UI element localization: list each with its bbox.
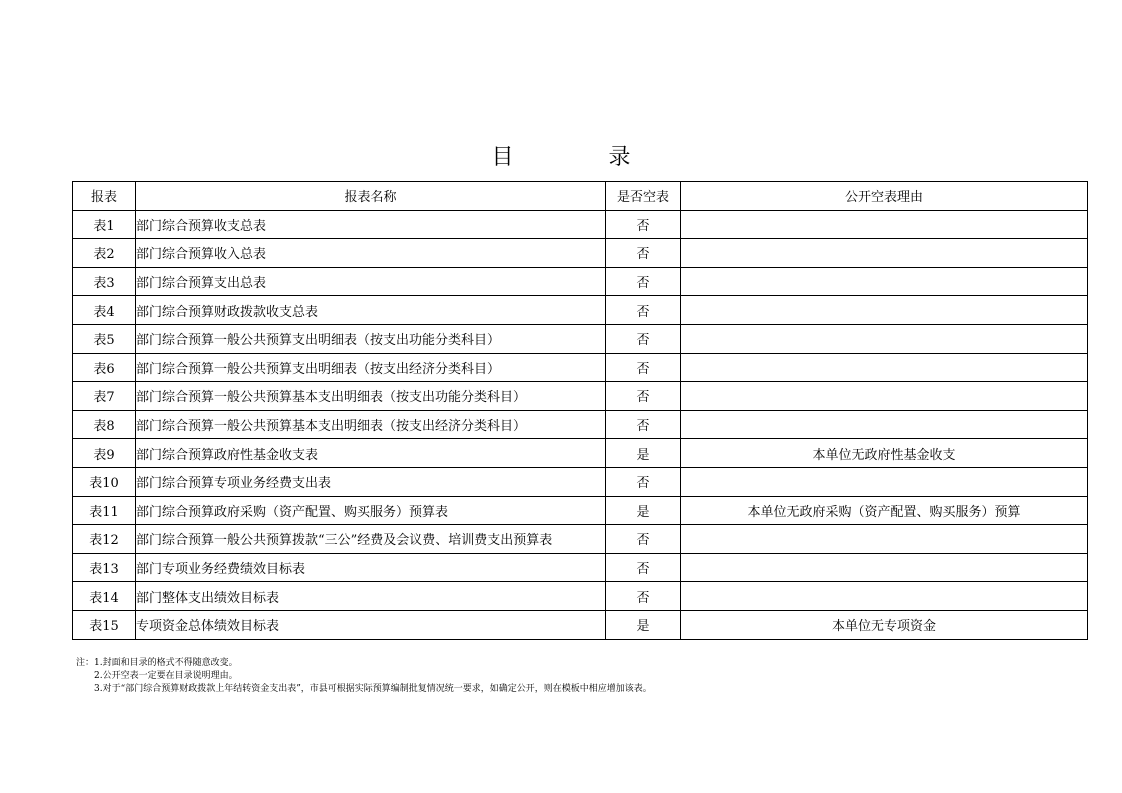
row-code: 表8 [73,410,136,439]
header-reason: 公开空表理由 [681,182,1088,211]
row-code: 表13 [73,553,136,582]
row-code: 表12 [73,525,136,554]
row-reason [681,467,1088,496]
table-row [73,353,1088,382]
table-row [73,553,1088,582]
footnote-text: 1.封面和目录的格式不得随意改变。 [94,658,238,668]
row-name: 部门综合预算一般公共预算基本支出明细表（按支出经济分类科目） [136,410,606,439]
header-name: 报表名称 [136,182,606,211]
row-name: 部门综合预算财政拨款收支总表 [136,296,606,325]
row-reason [681,525,1088,554]
row-name: 部门综合预算一般公共预算基本支出明细表（按支出功能分类科目） [136,382,606,411]
footnote-text: 2.公开空表一定要在目录说明理由。 [94,671,238,681]
row-code: 表7 [73,382,136,411]
row-is-empty: 否 [606,582,681,611]
row-is-empty: 否 [606,467,681,496]
row-code: 表15 [73,610,136,639]
row-is-empty: 否 [606,267,681,296]
footnote-line [76,657,652,670]
row-name: 部门综合预算一般公共预算支出明细表（按支出功能分类科目） [136,324,606,353]
row-name: 部门综合预算专项业务经费支出表 [136,467,606,496]
row-reason [681,267,1088,296]
row-code: 表1 [73,210,136,239]
row-reason [681,382,1088,411]
row-code: 表3 [73,267,136,296]
row-reason [681,553,1088,582]
row-name: 部门综合预算政府采购（资产配置、购买服务）预算表 [136,496,606,525]
table-row [73,496,1088,525]
row-reason [681,353,1088,382]
row-name: 部门整体支出绩效目标表 [136,582,606,611]
table-row [73,439,1088,468]
table-row [73,467,1088,496]
row-name: 专项资金总体绩效目标表 [136,610,606,639]
row-reason [681,410,1088,439]
row-code: 表10 [73,467,136,496]
row-name: 部门综合预算收入总表 [136,239,606,268]
row-code: 表6 [73,353,136,382]
row-is-empty: 否 [606,382,681,411]
row-reason [681,582,1088,611]
row-is-empty: 否 [606,525,681,554]
row-is-empty: 否 [606,239,681,268]
row-code: 表11 [73,496,136,525]
header-code: 报表 [73,182,136,211]
table-row [73,324,1088,353]
page-title: 目 录 [491,145,675,170]
row-code: 表2 [73,239,136,268]
row-reason [681,210,1088,239]
footnote-line [76,670,652,683]
table-row [73,525,1088,554]
footnote-prefix: 注： [76,658,95,668]
row-is-empty: 否 [606,410,681,439]
row-code: 表5 [73,324,136,353]
row-is-empty: 否 [606,296,681,325]
row-is-empty: 是 [606,439,681,468]
table-row [73,610,1088,639]
row-code: 表14 [73,582,136,611]
row-reason: 本单位无专项资金 [681,610,1088,639]
header-row [73,182,1088,211]
row-is-empty: 否 [606,553,681,582]
row-reason [681,239,1088,268]
footnote-line [76,683,652,696]
row-name: 部门专项业务经费绩效目标表 [136,553,606,582]
row-name: 部门综合预算一般公共预算支出明细表（按支出经济分类科目） [136,353,606,382]
row-reason: 本单位无政府性基金收支 [681,439,1088,468]
row-reason [681,324,1088,353]
header-is-empty: 是否空表 [606,182,681,211]
row-is-empty: 是 [606,496,681,525]
row-name: 部门综合预算一般公共预算拨款“三公”经费及会议费、培训费支出预算表 [136,525,606,554]
row-name: 部门综合预算政府性基金收支表 [136,439,606,468]
report-index-table [72,181,1088,640]
table-row [73,382,1088,411]
table-row [73,410,1088,439]
table-row [73,582,1088,611]
row-reason: 本单位无政府采购（资产配置、购买服务）预算 [681,496,1088,525]
table-row [73,296,1088,325]
footnotes [76,657,652,696]
table-row [73,267,1088,296]
row-reason [681,296,1088,325]
row-is-empty: 是 [606,610,681,639]
row-is-empty: 否 [606,353,681,382]
row-code: 表9 [73,439,136,468]
row-name: 部门综合预算收支总表 [136,210,606,239]
footnote-text: 3.对于“部门综合预算财政拨款上年结转资金支出表”，市县可根据实际预算编制批复情况统一要求，如确定公开，则在模板中相应增加该表。 [94,684,652,694]
row-is-empty: 否 [606,210,681,239]
table-row [73,210,1088,239]
row-is-empty: 否 [606,324,681,353]
row-name: 部门综合预算支出总表 [136,267,606,296]
row-code: 表4 [73,296,136,325]
table-row [73,239,1088,268]
